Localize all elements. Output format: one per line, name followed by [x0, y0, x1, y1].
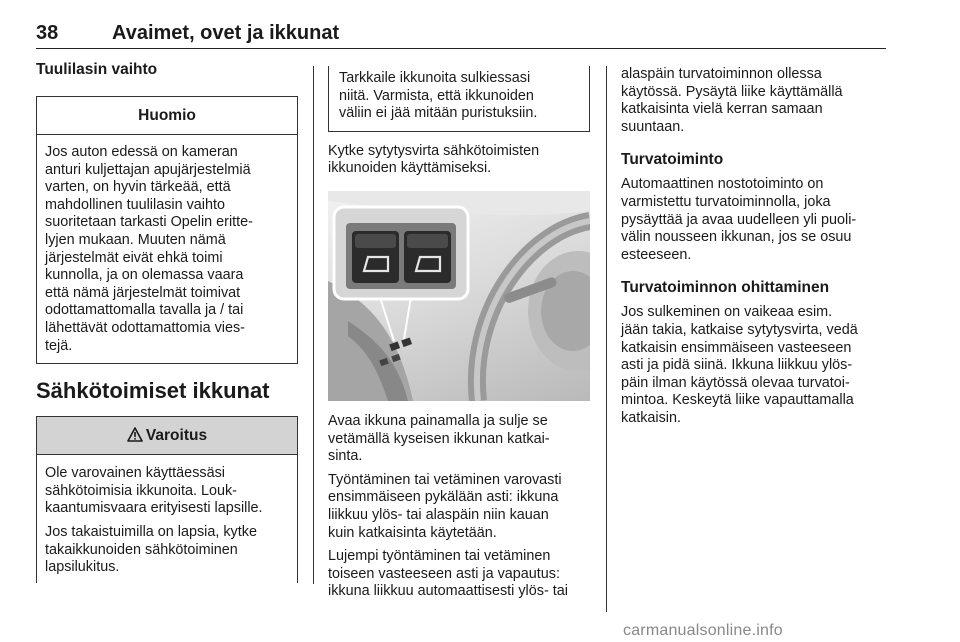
column-divider: [606, 66, 607, 612]
paragraph-continued: alaspäin turvatoiminnon ollessa käytössä. Pysäytä liike käyttämällä katkaisinta vielä kerran samaan suuntaan.: [621, 66, 843, 135]
warning-title-bar: [37, 417, 297, 455]
window-switch-figure: [328, 191, 590, 401]
page-header: [36, 18, 886, 49]
paragraph-ignition: Kytke sytytysvirta sähkötoimisten ikkunoiden käyttämiseksi.: [328, 142, 540, 177]
heading-power-windows: Sähkötoimiset ikkunat: [36, 378, 270, 404]
column-2: [328, 66, 590, 601]
paragraph-first-detent: Työntäminen tai vetäminen varovasti ensimmäiseen pykälään asti: ikkuna liikkuu ylös- tai alaspäin niin kauan kuin katkaisinta käytetään.: [328, 471, 562, 541]
note-text: Jos auton edessä on kameran anturi kuljettajan apujärjestelmiä varten, on hyvin tärkeää, että mahdollinen tuulilasin vaihto suoritetaan tarkasti Opelin eritte- lyjen mukaan. Muuten nämä järjestelmät eivät ehkä toimi kunnolla, ja on olemassa vaara että nämä järjestelmät toimivat odottamattomalla tavalla ja / tai lähettävät odottamattomia vies- tejä.: [45, 144, 253, 354]
heading-override: Turvatoiminnon ohittaminen: [621, 279, 830, 297]
column-divider: [313, 66, 314, 584]
warning-text-1: Ole varovainen käyttäessäsi sähkötoimisia ikkunoita. Louk- kaantumisvaara erityisesti lapsille.: [45, 465, 263, 517]
heading-safety-function: Turvatoiminto: [621, 151, 724, 169]
warning-box-continued: [328, 66, 590, 132]
paragraph-safety-function: Automaattinen nostotoiminto on varmistettu turvatoiminnolla, joka pysäyttää ja avaa uudelleen yli puoli- välin nousseen ikkunan, jos se osuu esteeseen.: [621, 176, 857, 263]
warning-title: Varoitus: [145, 427, 208, 445]
note-title: Huomio: [37, 97, 297, 135]
paragraph-second-detent: Lujempi työntäminen tai vetäminen toiseen vasteeseen asti ja vapautus: ikkuna liikkuu automaattisesti ylös- tai: [328, 548, 568, 600]
column-1: [36, 60, 298, 583]
paragraph-open-close: Avaa ikkuna painamalla ja sulje se vetämällä kyseisen ikkunan katkai- sinta.: [328, 412, 550, 465]
note-box: [36, 96, 298, 364]
warning-triangle-icon: [127, 419, 143, 456]
chapter-title: Avaimet, ovet ja ikkunat: [112, 22, 340, 44]
page-number: 38: [36, 22, 59, 44]
warning-box: [36, 416, 298, 583]
warning-body: [37, 455, 297, 583]
note-body: [37, 135, 297, 363]
warning-continued-text: Tarkkaile ikkunoita sulkiessasi niitä. Varmista, että ikkunoiden väliin ei jää mitään puristuksiin.: [339, 70, 538, 122]
paragraph-override: Jos sulkeminen on vaikeaa esim. jään takia, katkaise sytytysvirta, vedä katkaisin ensimmäiseen vasteeseen asti ja pidä siinä. Ikkuna liikkuu ylös- päin ilman käytössä olevaa turvatoi- mintoa. Keskeytä liike vapauttamalla katkaisin.: [621, 304, 858, 426]
column-3: [621, 66, 889, 428]
section-title-windscreen: Tuulilasin vaihto: [36, 61, 158, 78]
watermark: carmanualsonline.info: [623, 622, 783, 639]
warning-text-2: Jos takaistuimilla on lapsia, kytke takaikkunoiden sähkötoiminen lapsilukitus.: [45, 523, 257, 576]
